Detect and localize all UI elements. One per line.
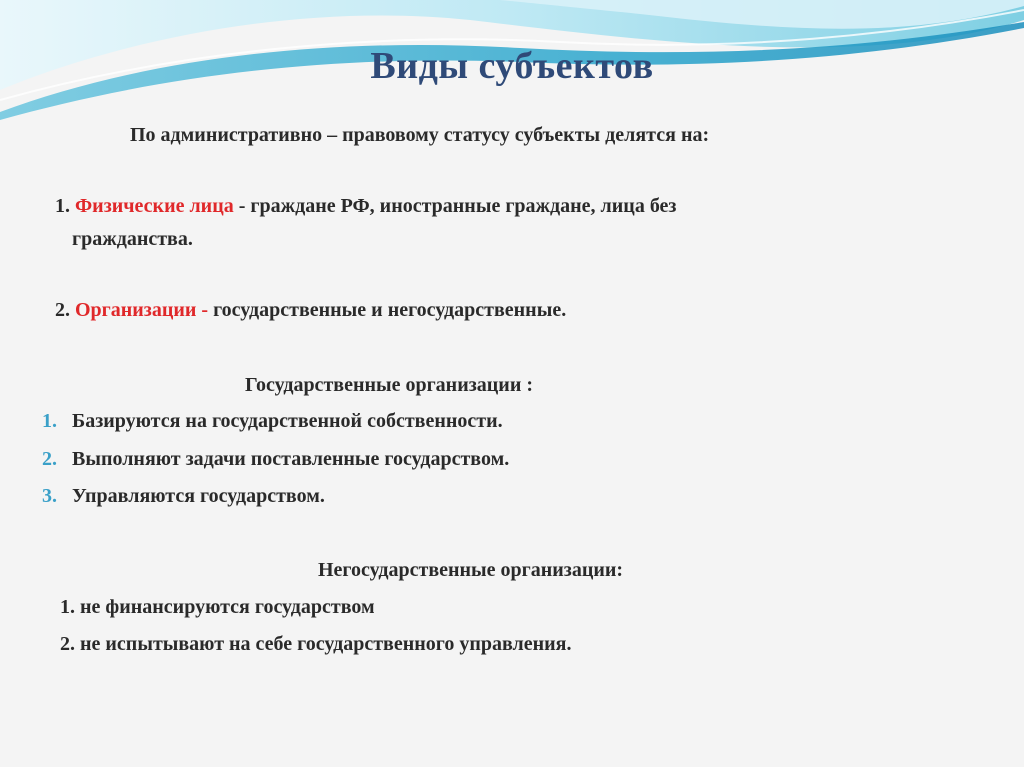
item-description: государственные и негосударственные.: [213, 299, 567, 321]
list-text: Управляются государством.: [72, 485, 325, 507]
list-number: 2.: [42, 448, 57, 470]
term-physical-persons: Физические лица: [75, 195, 234, 217]
item-physical-persons-cont: гражданства.: [72, 228, 193, 250]
item-organizations: [55, 299, 566, 322]
state-orgs-item: [42, 485, 325, 508]
item-number: 1.: [55, 195, 70, 217]
nonstate-orgs-item: 2. не испытывают на себе государственного управления.: [60, 633, 572, 655]
list-text: Выполняют задачи поставленные государством.: [72, 448, 510, 470]
term-organizations: Организации -: [75, 299, 209, 321]
list-number: 1.: [42, 410, 57, 432]
slide-title: Виды субъектов: [370, 45, 654, 87]
nonstate-orgs-heading: Негосударственные организации:: [318, 559, 624, 581]
nonstate-orgs-item: 1. не финансируются государством: [60, 596, 375, 618]
list-number: 3.: [42, 485, 57, 507]
state-orgs-heading: Государственные организации :: [245, 374, 533, 396]
item-physical-persons: [55, 195, 676, 218]
item-number: 2.: [55, 299, 70, 321]
list-text: Базируются на государственной собственности.: [72, 410, 503, 432]
item-description: - граждане РФ, иностранные граждане, лица без: [238, 195, 677, 217]
subtitle: По административно – правовому статусу субъекты делятся на:: [130, 124, 710, 146]
state-orgs-item: [42, 448, 509, 471]
state-orgs-item: [42, 410, 503, 433]
